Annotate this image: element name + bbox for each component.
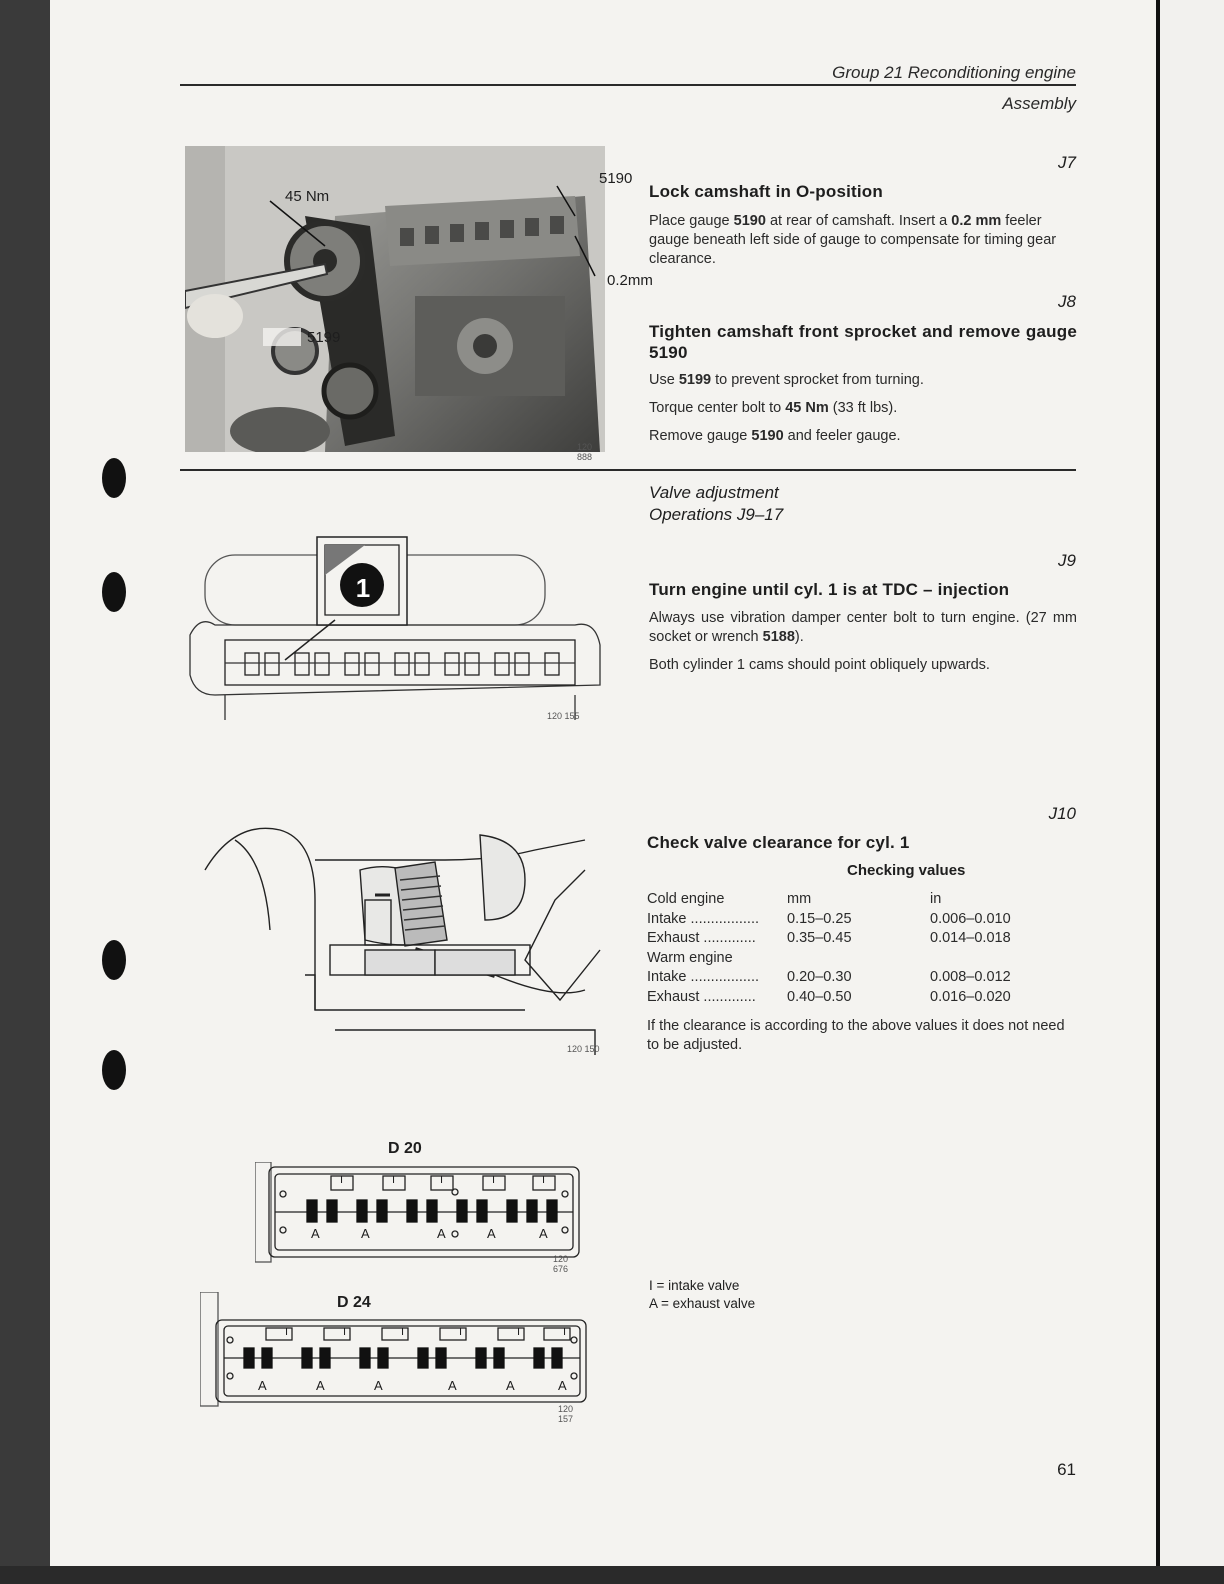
table-row: Cold engine mm in	[647, 891, 942, 907]
legend-exhaust: A = exhaust valve	[649, 1296, 756, 1311]
bottom-edge	[0, 1566, 1224, 1584]
j8-step-2: Torque center bolt to 45 Nm (33 ft lbs).	[649, 400, 898, 416]
ref-j9: J9	[1058, 551, 1076, 570]
figure-code: 120 155	[547, 711, 580, 721]
manual-page	[50, 0, 1158, 1566]
j7-heading: Lock camshaft in O-position	[649, 182, 883, 201]
punch-hole	[102, 1050, 126, 1090]
table-row: Exhaust ............. 0.35–0.45 0.014–0.018	[647, 930, 1011, 946]
legend-intake: I = intake valve	[649, 1278, 740, 1293]
j9-cams-note: Both cylinder 1 cams should point obliquely upwards.	[649, 657, 990, 673]
valve-clearance-drawing	[195, 800, 605, 1060]
j10-note: If the clearance is according to the above values it does not need to be adjusted.	[647, 1018, 1065, 1053]
checking-values-title: Checking values	[847, 862, 966, 879]
d20-valve-layout: I I I I I A A A A A 120 676	[255, 1162, 585, 1270]
cylinder-1-badge: 1	[355, 573, 371, 603]
camshaft-lock-photo	[185, 146, 653, 462]
group-header: Group 21 Reconditioning engine	[832, 63, 1076, 82]
d24-label: D 24	[337, 1294, 371, 1311]
table-row: Intake ................. 0.15–0.25 0.006–0.010	[647, 910, 1011, 927]
clearance-table	[647, 890, 1011, 1007]
figure-code: 120 888	[577, 442, 593, 462]
section-header: Assembly	[1002, 94, 1076, 113]
table-row: Intake ................. 0.20–0.30 0.008–0.012	[647, 969, 1011, 985]
page-number: 61	[1057, 1460, 1076, 1479]
figure-code: 120 150	[567, 1044, 600, 1054]
j7-body: Place gauge 5190 at rear of camshaft. Insert a 0.2 mm feeler gauge beneath left side of gauge to compensate for timing gear clearance.	[649, 213, 1057, 267]
table-row: Exhaust ............. 0.40–0.50 0.016–0.020	[647, 988, 1011, 1005]
feeler-label: 0.2mm	[607, 272, 653, 289]
torque-label: 45 Nm	[285, 188, 330, 205]
camshaft-tdc-drawing	[185, 535, 605, 725]
ref-j8: J8	[1058, 292, 1076, 311]
section-rule	[180, 469, 1076, 471]
j9-body: Always use vibration damper center bolt to turn engine. (27 mm socket or wrench 5188).	[649, 610, 1077, 645]
punch-hole	[102, 940, 126, 980]
figure-code: 120 676	[553, 1254, 569, 1274]
j8-step-1: Use 5199 to prevent sprocket from turning.	[649, 372, 924, 388]
table-row: Warm engine	[647, 949, 733, 966]
punch-hole	[102, 572, 126, 612]
ref-j7: J7	[1058, 153, 1076, 172]
d20-label: D 20	[388, 1140, 422, 1157]
ref-j10: J10	[1048, 804, 1076, 823]
valve-adjustment-title: Valve adjustment	[649, 483, 779, 502]
gauge-label: 5190	[599, 170, 633, 187]
j8-step-3: Remove gauge 5190 and feeler gauge.	[649, 428, 901, 444]
figure-code: 120 157	[558, 1404, 574, 1424]
page-margin	[1158, 0, 1224, 1584]
d24-valve-layout: I I I I I I A A A A A A 120 157	[200, 1292, 590, 1414]
j9-heading: Turn engine until cyl. 1 is at TDC – injection	[649, 580, 1010, 599]
punch-hole	[102, 458, 126, 498]
header-rule	[180, 84, 1076, 86]
j10-heading: Check valve clearance for cyl. 1	[647, 833, 910, 852]
j8-heading: Tighten camshaft front sprocket and remove gauge 5190	[649, 322, 1077, 362]
tool-label: 5199	[307, 329, 341, 346]
binding-edge	[1156, 0, 1160, 1584]
valve-adjustment-ops: Operations J9–17	[649, 505, 784, 524]
